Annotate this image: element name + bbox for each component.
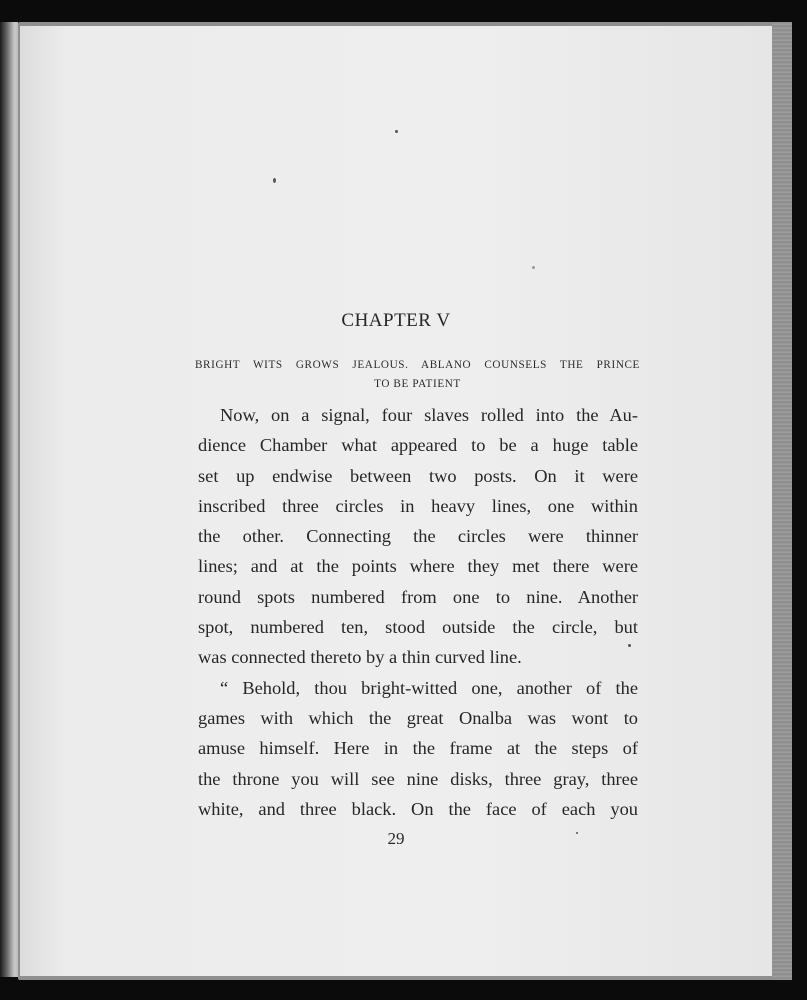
paper-speck (273, 178, 276, 183)
chapter-title: CHAPTER V (341, 310, 451, 331)
book-left-edge (0, 22, 18, 977)
book-page (20, 26, 772, 976)
text-line: was connected thereto by a thin curved line. (198, 647, 522, 668)
text-line: dience Chamber what appeared to be a huge table (198, 435, 638, 456)
text-line: amuse himself. Here in the frame at the steps of (198, 738, 638, 759)
paper-speck (532, 266, 535, 269)
text-line: Now, on a signal, four slaves rolled into the Au- (220, 405, 638, 425)
text-line: spot, numbered ten, stood outside the circle, but (198, 617, 638, 638)
text-line: white, and three black. On the face of each you (198, 798, 638, 819)
text-line: games with which the great Onalba was wont to (198, 707, 638, 728)
chapter-summary (195, 356, 640, 394)
page-number: 29 (387, 829, 405, 848)
text-line: inscribed three circles in heavy lines, one within (198, 495, 638, 516)
body-text (198, 400, 638, 824)
text-line: the other. Connecting the circles were thinner (198, 526, 638, 547)
text-line: set up endwise between two posts. On it were (198, 465, 638, 486)
chapter-summary-line: BRIGHT WITS GROWS JEALOUS. ABLANO COUNSELS THE PRINCE (195, 359, 640, 371)
text-line: round spots numbered from one to nine. Another (198, 586, 638, 607)
text-line: lines; and at the points where they met there were (198, 556, 638, 577)
chapter-summary-line: TO BE PATIENT (374, 378, 461, 390)
text-line: the throne you will see nine disks, three gray, three (198, 768, 638, 789)
paper-speck (395, 130, 398, 133)
text-line: “ Behold, thou bright-witted one, another of the (220, 677, 638, 698)
